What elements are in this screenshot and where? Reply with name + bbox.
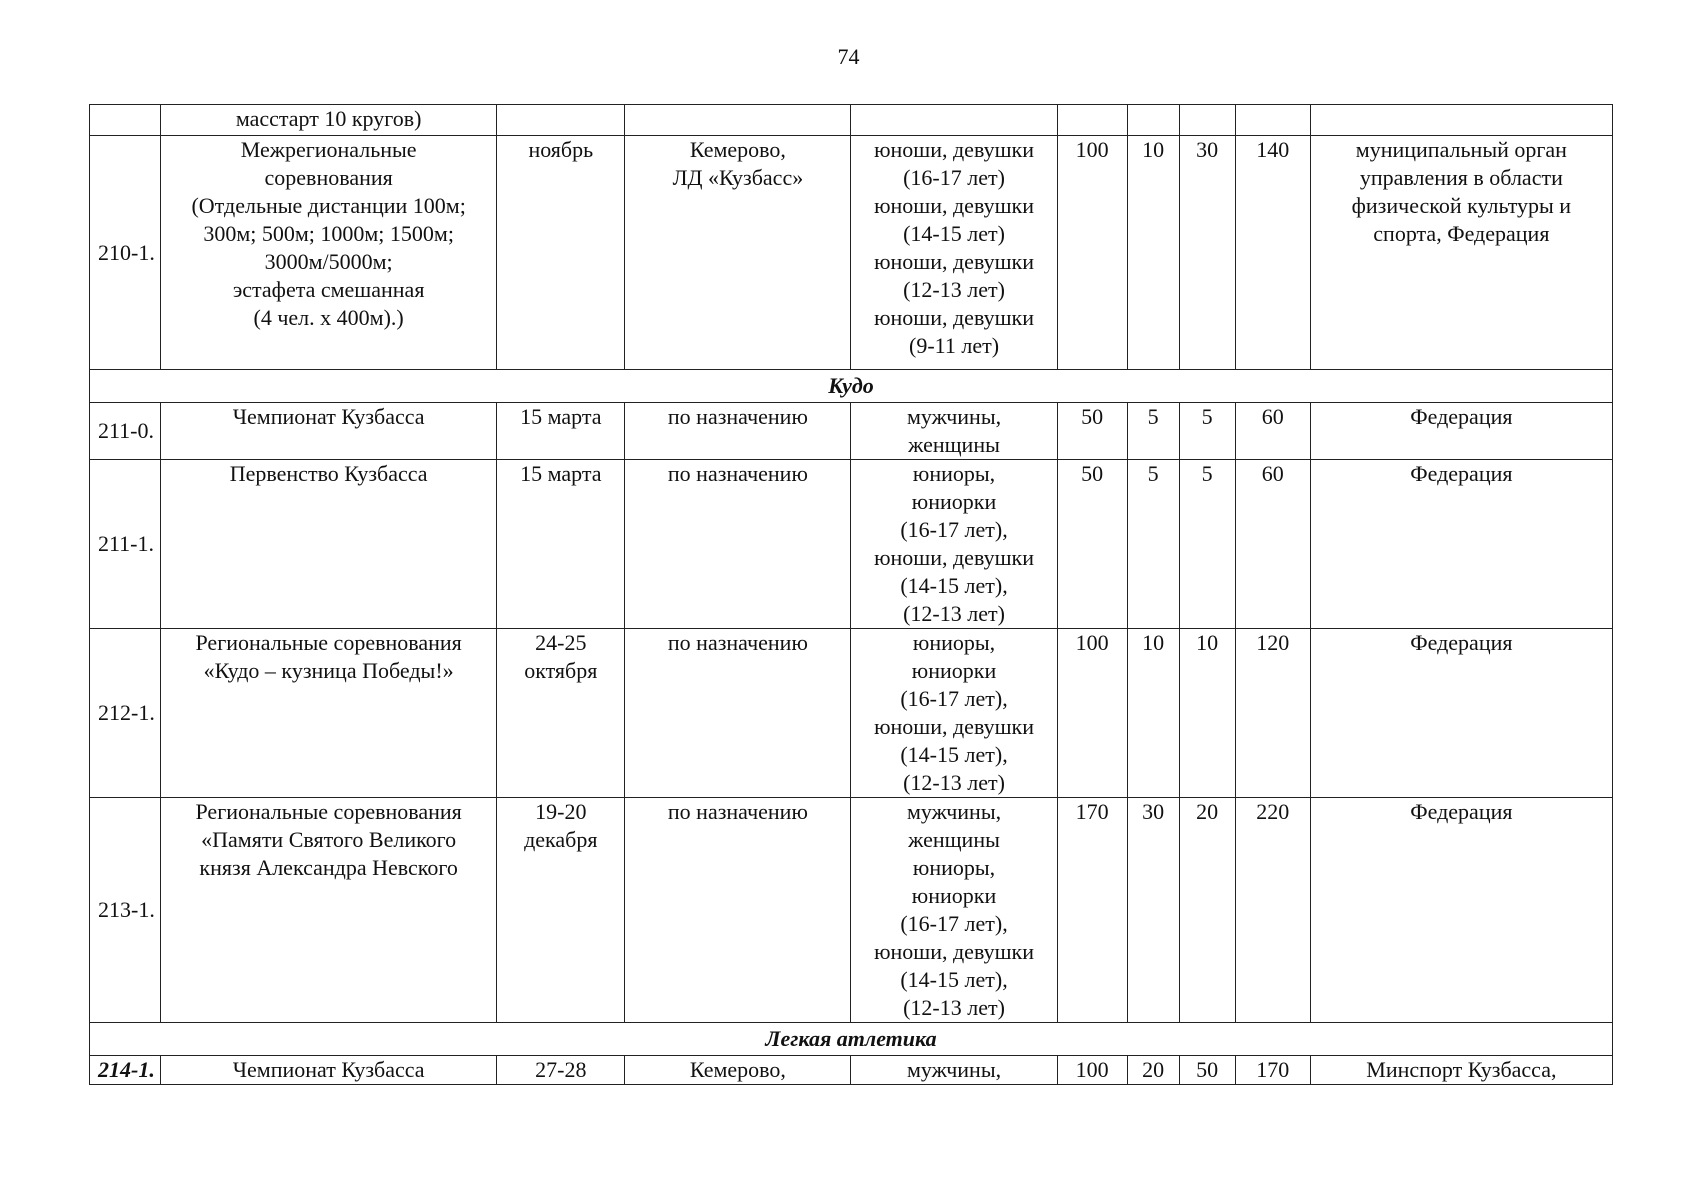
event-date: 15 марта xyxy=(497,460,625,629)
count-b: 10 xyxy=(1127,136,1179,370)
event-organizer: Федерация xyxy=(1310,798,1612,1023)
table-row xyxy=(90,1056,1613,1085)
section-row xyxy=(90,370,1613,403)
count-a: 100 xyxy=(1057,1056,1127,1085)
count-b: 10 xyxy=(1127,629,1179,798)
event-participants: юниоры, юниорки (16-17 лет), юноши, девушки (14-15 лет), (12-13 лет) xyxy=(851,629,1057,798)
count-a: 100 xyxy=(1057,136,1127,370)
count-total: 60 xyxy=(1235,460,1310,629)
event-date xyxy=(497,105,625,136)
event-name: Первенство Кузбасса xyxy=(161,460,497,629)
event-number: 213-1. xyxy=(90,798,161,1023)
event-organizer: муниципальный орган управления в области физической культуры и спорта, Федерация xyxy=(1310,136,1612,370)
table-row xyxy=(90,136,1613,370)
event-organizer: Федерация xyxy=(1310,629,1612,798)
event-place: Кемерово, xyxy=(625,1056,851,1085)
count-b xyxy=(1127,105,1179,136)
event-participants xyxy=(851,105,1057,136)
event-name: Чемпионат Кузбасса xyxy=(161,403,497,460)
event-name: Региональные соревнования «Памяти Святого Великого князя Александра Невского xyxy=(161,798,497,1023)
event-participants: юноши, девушки (16-17 лет) юноши, девушки (14-15 лет) юноши, девушки (12-13 лет) юноши, девушки (9-11 лет) xyxy=(851,136,1057,370)
count-total: 140 xyxy=(1235,136,1310,370)
event-place: Кемерово, ЛД «Кузбасс» xyxy=(625,136,851,370)
event-name: Межрегиональные соревнования (Отдельные дистанции 100м; 300м; 500м; 1000м; 1500м; 3000м/5000м; эстафета смешанная (4 чел. х 400м).) xyxy=(161,136,497,370)
events-table xyxy=(89,104,1613,1085)
event-place: по назначению xyxy=(625,629,851,798)
count-c: 5 xyxy=(1179,460,1235,629)
table-row xyxy=(90,629,1613,798)
event-place: по назначению xyxy=(625,403,851,460)
event-participants: мужчины, женщины юниоры, юниорки (16-17 лет), юноши, девушки (14-15 лет), (12-13 лет) xyxy=(851,798,1057,1023)
event-participants: мужчины, женщины xyxy=(851,403,1057,460)
event-organizer xyxy=(1310,105,1612,136)
count-b: 20 xyxy=(1127,1056,1179,1085)
event-date: 27-28 xyxy=(497,1056,625,1085)
table-row xyxy=(90,105,1613,136)
count-b: 30 xyxy=(1127,798,1179,1023)
event-organizer: Минспорт Кузбасса, xyxy=(1310,1056,1612,1085)
count-total: 120 xyxy=(1235,629,1310,798)
table-row xyxy=(90,460,1613,629)
count-a: 50 xyxy=(1057,460,1127,629)
event-number: 214-1. xyxy=(90,1056,161,1085)
table-row xyxy=(90,798,1613,1023)
count-total: 60 xyxy=(1235,403,1310,460)
count-total: 170 xyxy=(1235,1056,1310,1085)
count-total: 220 xyxy=(1235,798,1310,1023)
event-date: 19-20 декабря xyxy=(497,798,625,1023)
page-number: 74 xyxy=(837,44,860,69)
count-a: 170 xyxy=(1057,798,1127,1023)
count-b: 5 xyxy=(1127,403,1179,460)
count-a xyxy=(1057,105,1127,136)
count-c: 5 xyxy=(1179,403,1235,460)
count-c xyxy=(1179,105,1235,136)
count-total xyxy=(1235,105,1310,136)
section-title-athletics: Легкая атлетика xyxy=(90,1023,1613,1056)
event-organizer: Федерация xyxy=(1310,403,1612,460)
event-number: 211-1. xyxy=(90,460,161,629)
count-c: 50 xyxy=(1179,1056,1235,1085)
event-name: масстарт 10 кругов) xyxy=(161,105,497,136)
event-place xyxy=(625,105,851,136)
table-row xyxy=(90,403,1613,460)
event-name: Региональные соревнования «Кудо – кузница Победы!» xyxy=(161,629,497,798)
count-a: 50 xyxy=(1057,403,1127,460)
event-participants: юниоры, юниорки (16-17 лет), юноши, девушки (14-15 лет), (12-13 лет) xyxy=(851,460,1057,629)
event-place: по назначению xyxy=(625,798,851,1023)
event-name: Чемпионат Кузбасса xyxy=(161,1056,497,1085)
count-c: 10 xyxy=(1179,629,1235,798)
event-number: 211-0. xyxy=(90,403,161,460)
event-date: 15 марта xyxy=(497,403,625,460)
count-a: 100 xyxy=(1057,629,1127,798)
event-date: 24-25 октября xyxy=(497,629,625,798)
section-title-kudo: Кудо xyxy=(90,370,1613,403)
event-place: по назначению xyxy=(625,460,851,629)
event-organizer: Федерация xyxy=(1310,460,1612,629)
event-participants: мужчины, xyxy=(851,1056,1057,1085)
event-number: 210-1. xyxy=(90,136,161,370)
section-row xyxy=(90,1023,1613,1056)
count-b: 5 xyxy=(1127,460,1179,629)
event-number: 212-1. xyxy=(90,629,161,798)
event-date: ноябрь xyxy=(497,136,625,370)
count-c: 20 xyxy=(1179,798,1235,1023)
count-c: 30 xyxy=(1179,136,1235,370)
event-number xyxy=(90,105,161,136)
